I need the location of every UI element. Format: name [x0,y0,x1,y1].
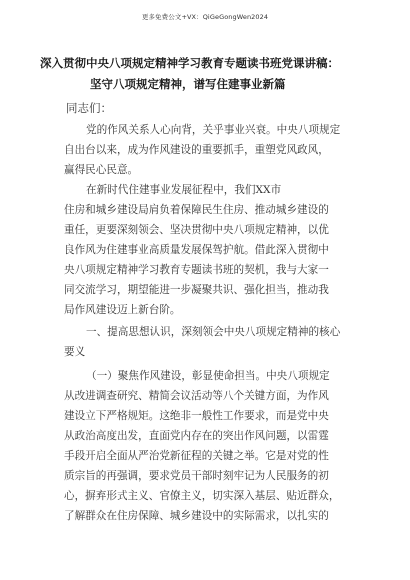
paragraph-line: 手段开启全面从严治党新征程的关键之举。它是对党的性 [64,450,329,462]
paragraph-line: 局作风建设迈上新台阶。 [64,304,181,316]
salutation: 同志们： [66,101,112,115]
paragraph-line: （一）聚焦作风建设，彰显使命担当。中央八项规定 [86,370,330,382]
paragraph-line: 重任，更要深刻领会、坚决贯彻中央八项规定精神，以优 [64,224,329,236]
paragraph-line: 同交流学习，期望能进一步凝聚共识、强化担当，推动我 [64,284,329,296]
paragraph-line: 从政治高度出发，直面党内存在的突出作风问题，以雷霆 [64,430,329,442]
section-heading-line: 一、提高思想认识，深刻领会中央八项规定精神的核心 [86,326,341,338]
paragraph-line: 自出台以来，成为作风建设的重要抓手，重塑党风政风， [64,144,329,156]
paragraph-line: 心，摒弃形式主义、官僚主义，切实深入基层、贴近群众， [64,490,340,502]
section-heading-line: 要义 [64,346,86,358]
paragraph-line: 质宗旨的再强调，要求党员干部时刻牢记为人民服务的初 [64,470,329,482]
paragraph-3 [64,366,354,526]
paragraph-line: 建设立下严格规矩。这绝非一般性工作要求，而是党中央 [64,410,329,422]
paragraph-line: 在新时代住建事业发展征程中，我们XX市 [86,184,282,196]
paragraph-1 [64,120,354,160]
section-heading-1 [64,322,354,362]
paragraph-2 [64,180,354,320]
paragraph-line: 良作风为住建事业高质量发展保驾护航。借此深入贯彻中 [64,244,329,256]
header-note: 更多免费公文+VX：QiGeGongWen2024 [141,13,269,21]
paragraph-line: 赢得民心民意。 [64,164,139,176]
paragraph-1-end [64,160,354,180]
paragraph-line: 央八项规定精神学习教育专题读书班的契机，我与大家一 [64,264,329,276]
paragraph-line: 从改进调查研究、精简会议活动等八个关键方面，为作风 [64,390,329,402]
paragraph-line: 住房和城乡建设局肩负着保障民生住房、推动城乡建设的 [64,204,329,216]
paragraph-line: 党的作风关系人心向背，关乎事业兴衰。中央八项规定 [86,124,341,136]
document-title-line-2: 坚守八项规定精神，谱写住建事业新篇 [90,77,286,91]
document-title-line-1: 深入贯彻中央八项规定精神学习教育专题读书班党课讲稿： [40,56,339,70]
paragraph-line: 了解群众在住房保障、城乡建设中的实际需求，以扎实的 [64,510,329,522]
